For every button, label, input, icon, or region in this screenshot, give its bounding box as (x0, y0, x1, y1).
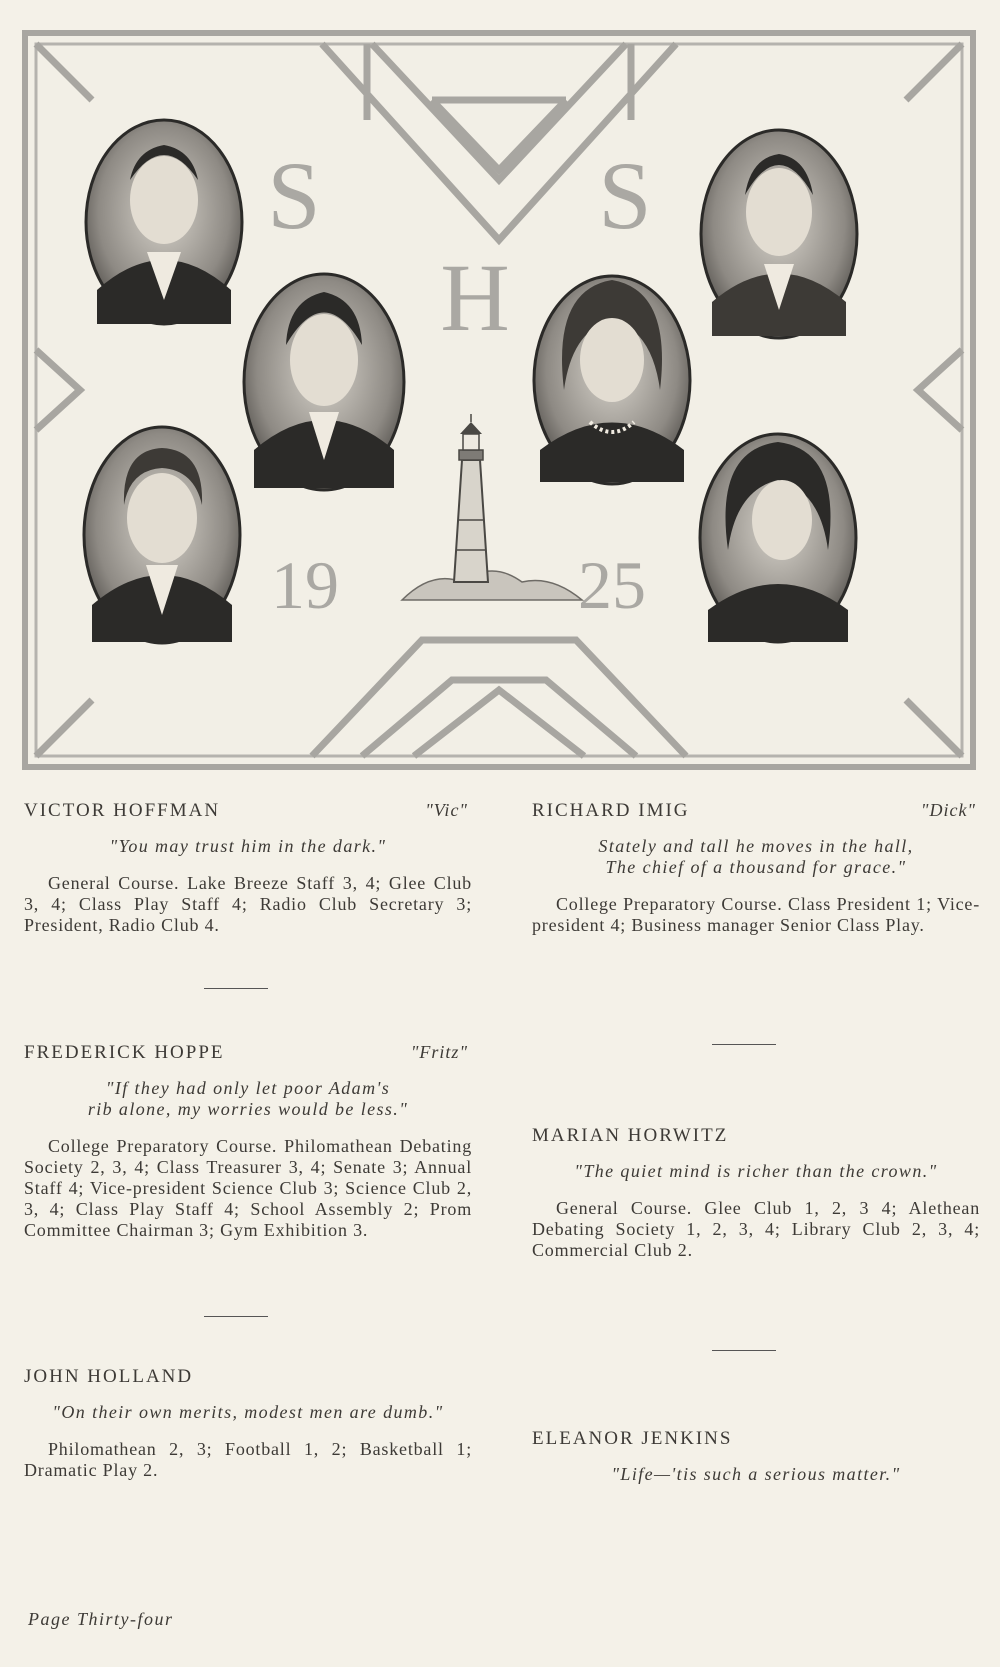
divider-rule (712, 1044, 776, 1045)
monogram-letter-right: S (598, 142, 652, 249)
entry-marian-horwitz (532, 1125, 980, 1261)
quote-line: "If they had only let poor Adam's (105, 1078, 391, 1098)
page-number-label: Page Thirty-four (28, 1609, 174, 1629)
student-quote (24, 1402, 472, 1423)
student-name: RICHARD IMIG (532, 800, 690, 821)
student-quote (24, 836, 472, 857)
quote-line: "On their own merits, modest men are dumb." (52, 1402, 444, 1422)
divider-rule (204, 988, 268, 989)
monogram-letter-center: H (440, 244, 510, 351)
portrait-frederick-hoppe (244, 274, 404, 490)
student-quote (532, 1464, 980, 1485)
entry-header (24, 1366, 472, 1388)
portrait-eleanor-jenkins (700, 434, 856, 642)
student-nickname: "Vic" (425, 800, 468, 820)
entry-john-holland (24, 1366, 472, 1481)
student-record: General Course. Lake Breeze Staff 3, 4; Glee Club 3, 4; Class Play Staff 4; Radio Club Secretary 3; President, Radio Club 4. (24, 873, 472, 935)
entry-header (24, 800, 472, 822)
student-name: VICTOR HOFFMAN (24, 800, 221, 821)
entry-header (24, 1042, 472, 1064)
student-record: College Preparatory Course. Class President 1; Vice-president 4; Business manager Senior Class Play. (532, 894, 980, 935)
student-name: JOHN HOLLAND (24, 1366, 194, 1387)
entry-header (532, 1428, 980, 1450)
student-record: College Preparatory Course. Philomathean Debating Society 2, 3, 4; Class Treasurer 3, 4; Senate 3; Annual Staff 4; Vice-president Science Club 3; Science Club 2, 3, 4; Class Play Staff 4; School Assembly 2; Prom Committee Chairman 3; Gym Exhibition 3. (24, 1136, 472, 1240)
student-record: Philomathean 2, 3; Football 1, 2; Basketball 1; Dramatic Play 2. (24, 1439, 472, 1480)
monogram-letter-left: S (267, 142, 321, 249)
quote-line: Stately and tall he moves in the hall, (598, 836, 914, 856)
quote-line: "You may trust him in the dark." (109, 836, 387, 856)
student-record: General Course. Glee Club 1, 2, 3 4; Alethean Debating Society 1, 2, 3, 4; Library Club 2, 3, 4; Commercial Club 2. (532, 1198, 980, 1260)
entry-frederick-hoppe (24, 1042, 472, 1241)
entry-richard-imig (532, 800, 980, 936)
divider-rule (712, 1350, 776, 1351)
yearbook-banner (22, 30, 976, 770)
student-nickname: "Fritz" (410, 1042, 468, 1062)
student-name: ELEANOR JENKINS (532, 1428, 733, 1449)
entry-header (532, 1125, 980, 1147)
student-name: MARIAN HORWITZ (532, 1125, 729, 1146)
quote-line: rib alone, my worries would be less." (87, 1099, 409, 1119)
student-nickname: "Dick" (920, 800, 976, 820)
portrait-marian-horwitz (534, 276, 690, 484)
portrait-victor-hoffman (86, 120, 242, 324)
year-right: 25 (578, 547, 646, 623)
entry-eleanor-jenkins (532, 1428, 980, 1485)
quote-line: The chief of a thousand for grace." (605, 857, 907, 877)
portrait-richard-imig (701, 130, 857, 338)
portrait-john-holland (84, 427, 240, 643)
entry-victor-hoffman (24, 800, 472, 936)
student-quote (532, 836, 980, 878)
student-quote (24, 1078, 472, 1120)
quote-line: "The quiet mind is richer than the crown." (574, 1161, 938, 1181)
entry-header (532, 800, 980, 822)
student-name: FREDERICK HOPPE (24, 1042, 225, 1063)
student-quote (532, 1161, 980, 1182)
year-left: 19 (271, 547, 339, 623)
quote-line: "Life—'tis such a serious matter." (611, 1464, 901, 1484)
divider-rule (204, 1316, 268, 1317)
